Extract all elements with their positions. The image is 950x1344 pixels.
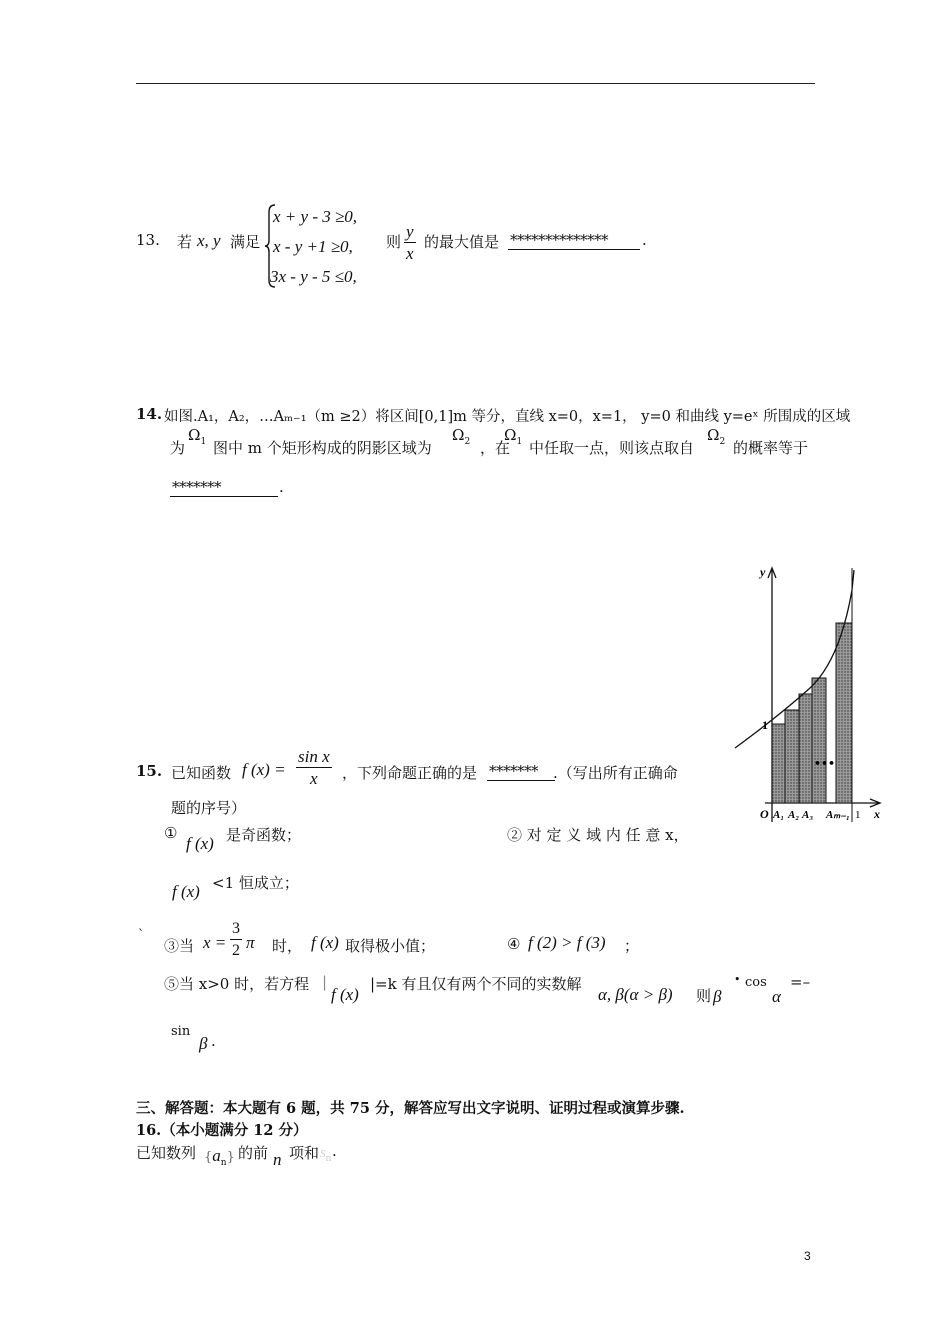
q13-end: . — [642, 231, 647, 249]
q13-frac-num: y — [406, 222, 414, 241]
q15-fx: f (x) = — [242, 760, 286, 779]
y-label: y — [760, 565, 766, 579]
q15-prefix: 已知函数 — [171, 764, 232, 782]
q13-inequality-1: x + y - 3 ≥0, — [273, 207, 358, 226]
rect-2 — [785, 710, 799, 803]
q15-option5-alpha: α — [772, 987, 781, 1006]
q14-line2-e: 的概率等于 — [733, 439, 809, 457]
omega-sub: 2 — [464, 437, 471, 447]
q15-option4-text: ④ — [507, 935, 521, 953]
q14-omega2-b — [707, 426, 725, 447]
q15-option3-fx: f (x) — [311, 933, 339, 952]
q15-option5-eq: =– — [790, 973, 811, 991]
omega-sub: 2 — [719, 437, 726, 447]
q14-line2-d: 中任取一点，则该点取自 — [529, 439, 695, 457]
q16-sn — [320, 1148, 331, 1164]
q14-end: . — [279, 478, 284, 496]
q15-option5-fx: f (x) — [331, 985, 359, 1004]
q14-omega1-b — [504, 426, 522, 447]
q15-option5-text: ⑤当 x>0 时，若方程 — [164, 975, 310, 993]
q14-answer-blank[interactable]: ******* — [170, 478, 278, 497]
q13-post: 的最大值是 — [424, 233, 500, 251]
page-number: 3 — [804, 1249, 811, 1263]
q16-n: n — [273, 1150, 282, 1169]
q15-frac-den: x — [310, 769, 318, 788]
q14-omega1 — [188, 426, 206, 447]
exp-curve-graph — [730, 560, 895, 832]
dots-label: ••• — [814, 757, 836, 770]
q13-frac-den: x — [406, 244, 414, 263]
q15-option5-beta: β — [713, 987, 722, 1006]
header-rule — [136, 83, 815, 84]
q15-option3-frac-num: 3 — [230, 919, 242, 940]
rect-4 — [812, 678, 826, 803]
q15-option3-x: x = — [203, 933, 227, 952]
q15-line2: 题的序号） — [171, 799, 247, 817]
q15-option3-end: 取得极小值； — [345, 937, 436, 955]
q15-answer-blank[interactable]: ******* — [487, 762, 555, 781]
q16-sn-letter: S — [320, 1148, 326, 1160]
q13-number: 13. — [136, 231, 160, 249]
omega-symbol: Ω — [707, 426, 720, 444]
q16-prefix: 已知数列 — [136, 1144, 197, 1162]
q15-post: ，下列命题正确的是 — [342, 764, 478, 782]
omega-sub: 1 — [516, 437, 523, 447]
q15-option5-ab: α, β(α > β) — [598, 985, 673, 1004]
q15-option5-abs-bar: | — [322, 973, 328, 991]
q14-line2-c: ，在 — [480, 439, 511, 457]
q15-option3-fraction — [230, 919, 242, 962]
q15-tick-mark: ` — [138, 928, 145, 943]
omega-symbol: Ω — [188, 426, 201, 444]
a3-label: A₃ — [802, 809, 814, 821]
q13-fraction — [404, 222, 416, 265]
x-label: x — [874, 807, 880, 821]
q15-option5-beta2: β — [199, 1034, 208, 1053]
rect-3 — [799, 694, 812, 803]
q13-inequality-3: 3x - y - 5 ≤0, — [270, 267, 357, 286]
one-label: 1 — [762, 718, 768, 732]
q15-option5-sin: sin — [171, 1024, 191, 1039]
q15-option3-frac-den: 2 — [232, 942, 240, 959]
q16-post: 项和 — [289, 1144, 320, 1162]
q15-option1-fx: f (x) — [186, 834, 214, 853]
q16-heading: 16.（本小题满分 12 分） — [136, 1122, 308, 1139]
q14-line-1: 如图.A₁，A₂，…Aₘ₋₁（m ≥2）将区间[0,1]m 等分，直线 x=0，x=1， y=0 和曲线 y=eˣ 所围成的区域 — [164, 409, 851, 425]
q14-omega2 — [452, 426, 470, 447]
omega-symbol: Ω — [452, 426, 465, 444]
q15-number: 15. — [136, 762, 163, 780]
q15-option5-dot: • — [734, 973, 741, 986]
q13-prefix: 若 — [177, 233, 193, 251]
q15-option5-then: 则 — [696, 987, 712, 1005]
x-one-label: 1 — [855, 809, 861, 821]
q16-end: . — [332, 1142, 337, 1160]
origin-label: O — [760, 807, 769, 821]
q15-fraction — [296, 747, 332, 790]
q16-mid: 的前 — [238, 1144, 269, 1162]
q16-sn-sub: n — [325, 1154, 332, 1164]
q15-option3-text: ③当 — [164, 937, 195, 955]
q15-post2: .（写出所有正确命 — [553, 764, 678, 782]
omega-sub: 1 — [200, 437, 207, 447]
q15-option3-mid: 时， — [272, 937, 303, 955]
omega-symbol: Ω — [504, 426, 517, 444]
q15-option1-mark: ① — [164, 824, 178, 842]
am-label: Aₘ₋₁ — [826, 809, 850, 821]
q15-frac-num: sin x — [298, 747, 330, 766]
q13-inequality-2: x - y +1 ≥0, — [273, 237, 353, 256]
q13-then: 则 — [386, 233, 402, 251]
q15-option5-cos: cos — [745, 975, 767, 990]
q15-option5-mid: |=k 有且仅有两个不同的实数解 — [370, 975, 582, 993]
rect-1 — [772, 724, 785, 803]
section3-heading: 三、解答题：本大题有 6 题，共 75 分，解答应写出文字说明、证明过程或演算步骤. — [136, 1100, 685, 1117]
q14-line2-a: 为 — [170, 439, 186, 457]
a1-label: A₁ — [773, 809, 785, 821]
q15-option2-text: ② 对 定 义 域 内 任 意 x， — [507, 826, 689, 844]
a2-label: A₂ — [788, 809, 800, 821]
q15-option4-expr: f (2) > f (3) — [528, 933, 606, 952]
q14-number: 14. — [136, 405, 163, 423]
q16-an: $\{a_n\}$ — [204, 1146, 235, 1168]
q16-an-sub: n — [220, 1158, 227, 1168]
q14-line2-b: 图中 m 个矩形构成的阴影区域为 — [213, 439, 432, 457]
q15-option5-end: . — [211, 1032, 216, 1050]
q15-option2-fx: f (x) — [172, 882, 200, 901]
q15-option4-end: ； — [624, 937, 640, 955]
q13-answer-blank[interactable]: ************** — [508, 231, 640, 250]
q15-option1-text: 是奇函数； — [226, 826, 302, 844]
q13-mid: 满足 — [230, 233, 261, 251]
q15-option2-text-b: <1 恒成立； — [212, 874, 299, 892]
q13-vars: x, y — [197, 231, 221, 250]
q16-an-letter: a — [212, 1146, 221, 1165]
q15-option3-pi: π — [246, 933, 255, 952]
rect-5 — [836, 623, 852, 803]
